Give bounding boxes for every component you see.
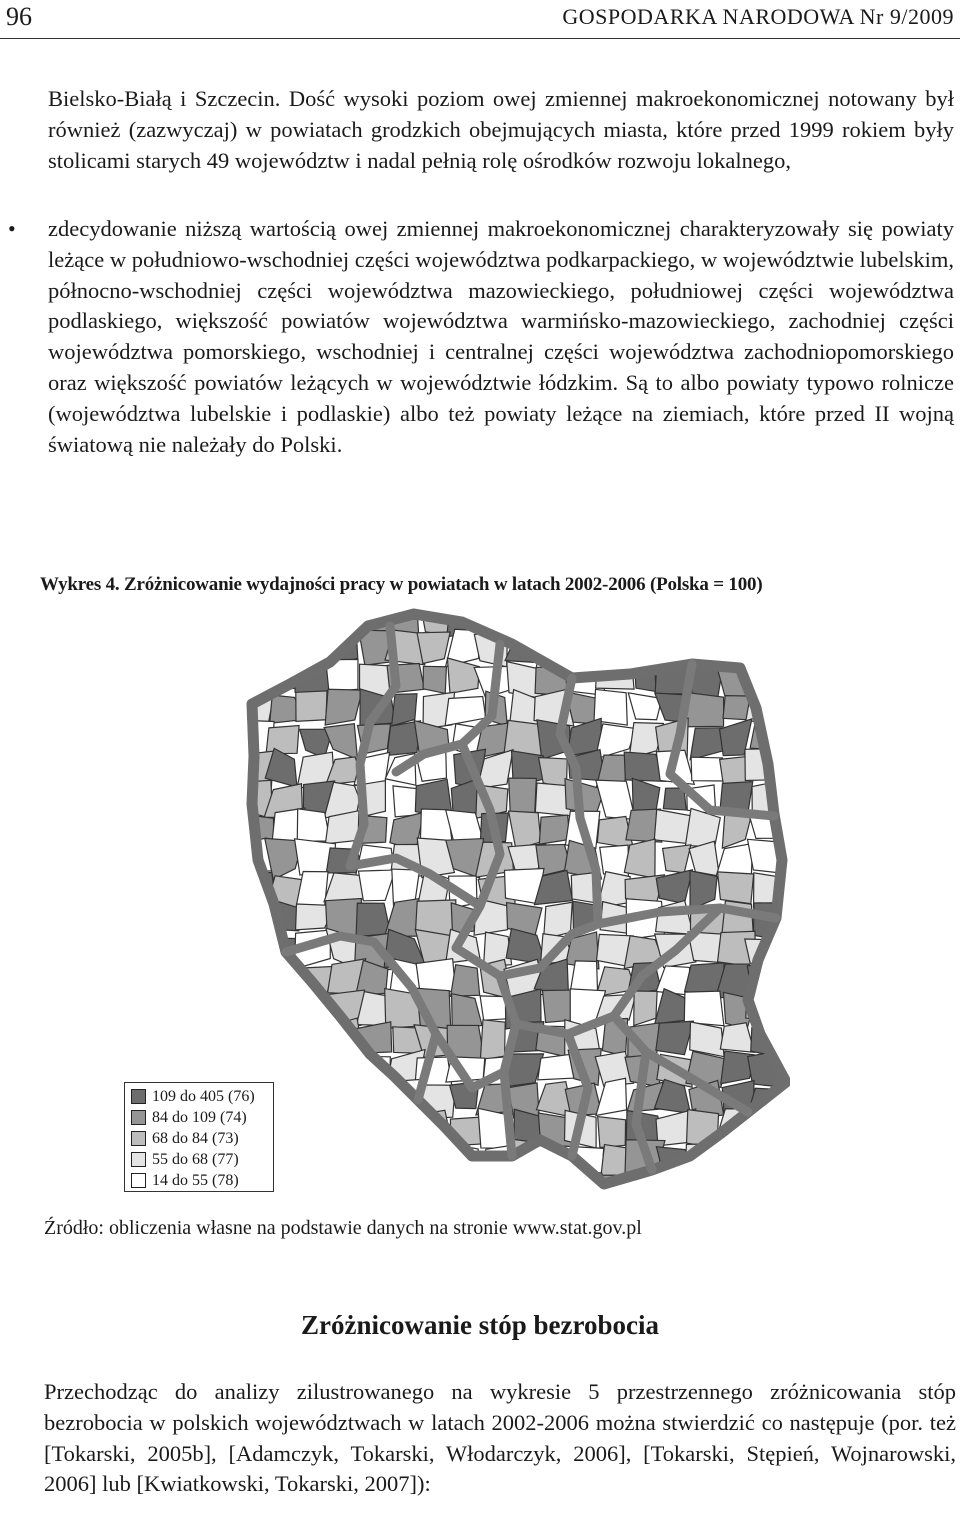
- powiat-cell: [634, 991, 657, 1025]
- powiat-cell: [241, 1050, 274, 1086]
- powiat-cell: [783, 658, 790, 700]
- powiat-cell: [538, 1054, 574, 1080]
- powiat-cell: [423, 666, 446, 693]
- powiat-cell: [782, 718, 790, 752]
- powiat-cell: [657, 633, 688, 661]
- powiat-cell: [718, 631, 751, 665]
- powiat-cell: [782, 1108, 790, 1145]
- powiat-cell: [295, 604, 335, 640]
- figure-source: Źródło: obliczenia własne na podstawie danych na stronie www.stat.gov.pl: [44, 1217, 642, 1239]
- header-rule: [0, 38, 960, 39]
- journal-title: GOSPODARKA NARODOWA Nr 9/2009: [562, 4, 954, 29]
- powiat-cell: [297, 809, 330, 841]
- poland-powiat-map: [200, 604, 790, 1194]
- powiat-cell: [658, 1169, 688, 1194]
- powiat-cell: [744, 628, 781, 662]
- powiat-cell: [509, 811, 541, 849]
- legend-swatch: [131, 1152, 146, 1167]
- powiat-cell: [539, 815, 570, 844]
- powiat-cell: [358, 870, 395, 901]
- legend-item: [131, 1107, 273, 1128]
- powiat-cell: [445, 696, 486, 725]
- powiat-cell: [448, 1168, 482, 1194]
- powiat-cell: [325, 1088, 360, 1111]
- powiat-cell: [326, 604, 360, 633]
- section-paragraph: Przechodząc do analizy zilustrowanego na wykresie 5 przestrzennego zróżnicowania stóp bezrobocia w polskich województwach w latach 2002-2006 można stwierdzić co następuje (por. też [Tokarski, 2005b], [Adamczyk, Tokarski, Włodarczyk, 2006], [Tokarski, Stępień, Wojnarowski, 2006] lub [Kwiatkowski, Tokarski, 2007]):: [44, 1379, 956, 1497]
- powiat-cell: [447, 658, 479, 693]
- legend-label: 55 do 68 (77): [152, 1151, 239, 1168]
- powiat-cell: [631, 630, 658, 669]
- powiat-cell: [325, 689, 362, 725]
- powiat-cell: [663, 845, 691, 873]
- legend-label: 109 do 405 (76): [152, 1088, 255, 1105]
- powiat-cell: [688, 635, 724, 660]
- legend-label: 84 do 109 (74): [152, 1109, 247, 1126]
- choropleth-map: [200, 604, 790, 1194]
- powiat-cell: [385, 1168, 420, 1194]
- powiat-cell: [776, 1024, 790, 1059]
- powiat-cell: [535, 1179, 573, 1194]
- powiat-cell: [504, 604, 538, 636]
- powiat-cell: [686, 1179, 724, 1194]
- powiat-cell: [387, 1142, 426, 1179]
- powiat-cell: [326, 1052, 364, 1082]
- powiat-cell: [598, 1117, 626, 1148]
- powiat-cell: [333, 1146, 362, 1175]
- powiat-cell: [596, 1078, 627, 1115]
- powiat-cell: [241, 662, 272, 693]
- legend-item: [131, 1149, 273, 1170]
- powiat-cell: [357, 1171, 392, 1194]
- legend-item: [131, 1170, 273, 1191]
- legend-item: [131, 1086, 273, 1107]
- powiat-cell: [775, 604, 790, 640]
- powiat-cell: [685, 693, 723, 727]
- powiat-cell: [747, 1169, 782, 1194]
- powiat-cell: [748, 604, 782, 634]
- powiat-cell: [573, 635, 597, 666]
- powiat-cell: [746, 1146, 785, 1175]
- powiat-cell: [296, 872, 328, 907]
- powiat-cell: [236, 963, 268, 995]
- page-header: [0, 0, 960, 40]
- legend-item: [131, 1128, 273, 1149]
- powiat-cell: [774, 960, 790, 991]
- powiat-cell: [392, 694, 417, 726]
- powiat-cell: [480, 1020, 505, 1060]
- powiat-cell: [324, 873, 364, 902]
- powiat-cell: [415, 1170, 453, 1194]
- powiat-cell: [478, 1108, 507, 1148]
- powiat-cell: [300, 1054, 332, 1084]
- powiat-cell: [361, 1138, 394, 1178]
- powiat-cell: [776, 1148, 790, 1173]
- bullet-text: zdecydowanie niższą wartością owej zmiennej makroekonomicznej charakteryzowały się powiaty leżące w południowo-wschodniej części województwa podkarpackiego, w województwie lubelskim, północno-wschodniej części województwa mazowieckiego, południowej części województwa podlaskiego, większość powiatów województwa warmińsko-mazowieckiego, zachodniej części województwa pomorskiego, wschodniej i centralnej części województwa zachodniopomorskiego oraz większość powiatów leżących w województwie łódzkim. Są to albo powiaty typowo rolnicze (województwa lubelskie i podlaskie) albo też powiaty leżące na ziemiach, które przed II wojną światową nie należały do Polski.: [48, 216, 954, 457]
- powiat-cell: [780, 696, 790, 728]
- powiat-cell: [354, 1108, 394, 1147]
- powiat-cell: [566, 604, 604, 636]
- powiat-cell: [239, 634, 275, 666]
- page-number: 96: [6, 2, 32, 31]
- powiat-cell: [326, 1172, 361, 1194]
- powiat-cell: [720, 1023, 754, 1052]
- powiat-cell: [295, 1111, 332, 1145]
- powiat-cell: [452, 994, 483, 1029]
- powiat-cell: [478, 1169, 512, 1194]
- powiat-cell: [782, 989, 790, 1026]
- powiat-cell: [715, 1148, 752, 1179]
- powiat-cell: [774, 930, 790, 967]
- legend-swatch: [131, 1089, 146, 1104]
- powiat-cell: [685, 604, 723, 633]
- legend-swatch: [131, 1110, 146, 1125]
- powiat-cells: [234, 604, 790, 1194]
- legend-label: 14 do 55 (78): [152, 1172, 239, 1189]
- powiat-cell: [506, 929, 546, 965]
- powiat-cell: [269, 1019, 303, 1052]
- map-legend: [124, 1082, 274, 1192]
- powiat-cell: [656, 1021, 694, 1055]
- powiat-cell: [451, 965, 480, 997]
- powiat-cell: [684, 991, 724, 1026]
- powiat-cell: [774, 1171, 790, 1194]
- powiat-cell: [332, 1112, 363, 1148]
- powiat-cell: [720, 1174, 752, 1194]
- powiat-cell: [238, 990, 276, 1028]
- powiat-cell: [386, 1115, 426, 1147]
- powiat-cell: [296, 1019, 332, 1048]
- powiat-cell: [630, 604, 656, 631]
- powiat-cell: [296, 1082, 329, 1113]
- powiat-cell: [505, 1168, 544, 1194]
- figure-caption: Wykres 4. Zróżnicowanie wydajności pracy w powiatach w latach 2002-2006 (Polska = 100): [40, 574, 763, 595]
- powiat-cell: [296, 691, 327, 721]
- section-heading: Zróżnicowanie stóp bezrobocia: [301, 1310, 659, 1340]
- powiat-cell: [690, 871, 717, 910]
- powiat-cell: [267, 604, 304, 636]
- powiat-cell: [234, 938, 276, 968]
- powiat-cell: [595, 608, 627, 628]
- paragraph-continuation: Bielsko-Białą i Szczecin. Dość wysoki poziom owej zmiennej makroekonomicznej notowany był również (zazwyczaj) w powiatach grodzkich obejmujących miasta, które przed 1999 rokiem były stolicami starych 49 województw i nadal pełnią rolę ośrodków rozwoju lokalnego,: [48, 86, 954, 173]
- legend-swatch: [131, 1173, 146, 1188]
- bullet-marker: •: [8, 216, 16, 241]
- powiat-cell: [266, 725, 299, 753]
- powiat-cell: [657, 604, 694, 629]
- powiat-cell: [360, 1084, 392, 1110]
- powiat-cell: [235, 604, 269, 639]
- powiat-cell: [236, 1021, 274, 1055]
- powiat-cell: [534, 604, 571, 640]
- powiat-cell: [782, 750, 790, 788]
- powiat-cell: [301, 1170, 331, 1194]
- powiat-cell: [596, 780, 635, 819]
- legend-label: 68 do 84 (73): [152, 1130, 239, 1147]
- powiat-cell: [718, 872, 754, 904]
- powiat-cell: [294, 1143, 327, 1177]
- powiat-cell: [416, 1141, 450, 1179]
- powiat-cell: [598, 629, 631, 667]
- legend-swatch: [131, 1131, 146, 1146]
- powiat-cell: [417, 632, 450, 664]
- powiat-cell: [234, 904, 274, 934]
- powiat-cell: [782, 630, 790, 668]
- powiat-cell: [715, 604, 747, 639]
- powiat-cell: [269, 629, 305, 667]
- bullet-paragraph: [8, 214, 954, 460]
- powiat-cell: [272, 996, 299, 1023]
